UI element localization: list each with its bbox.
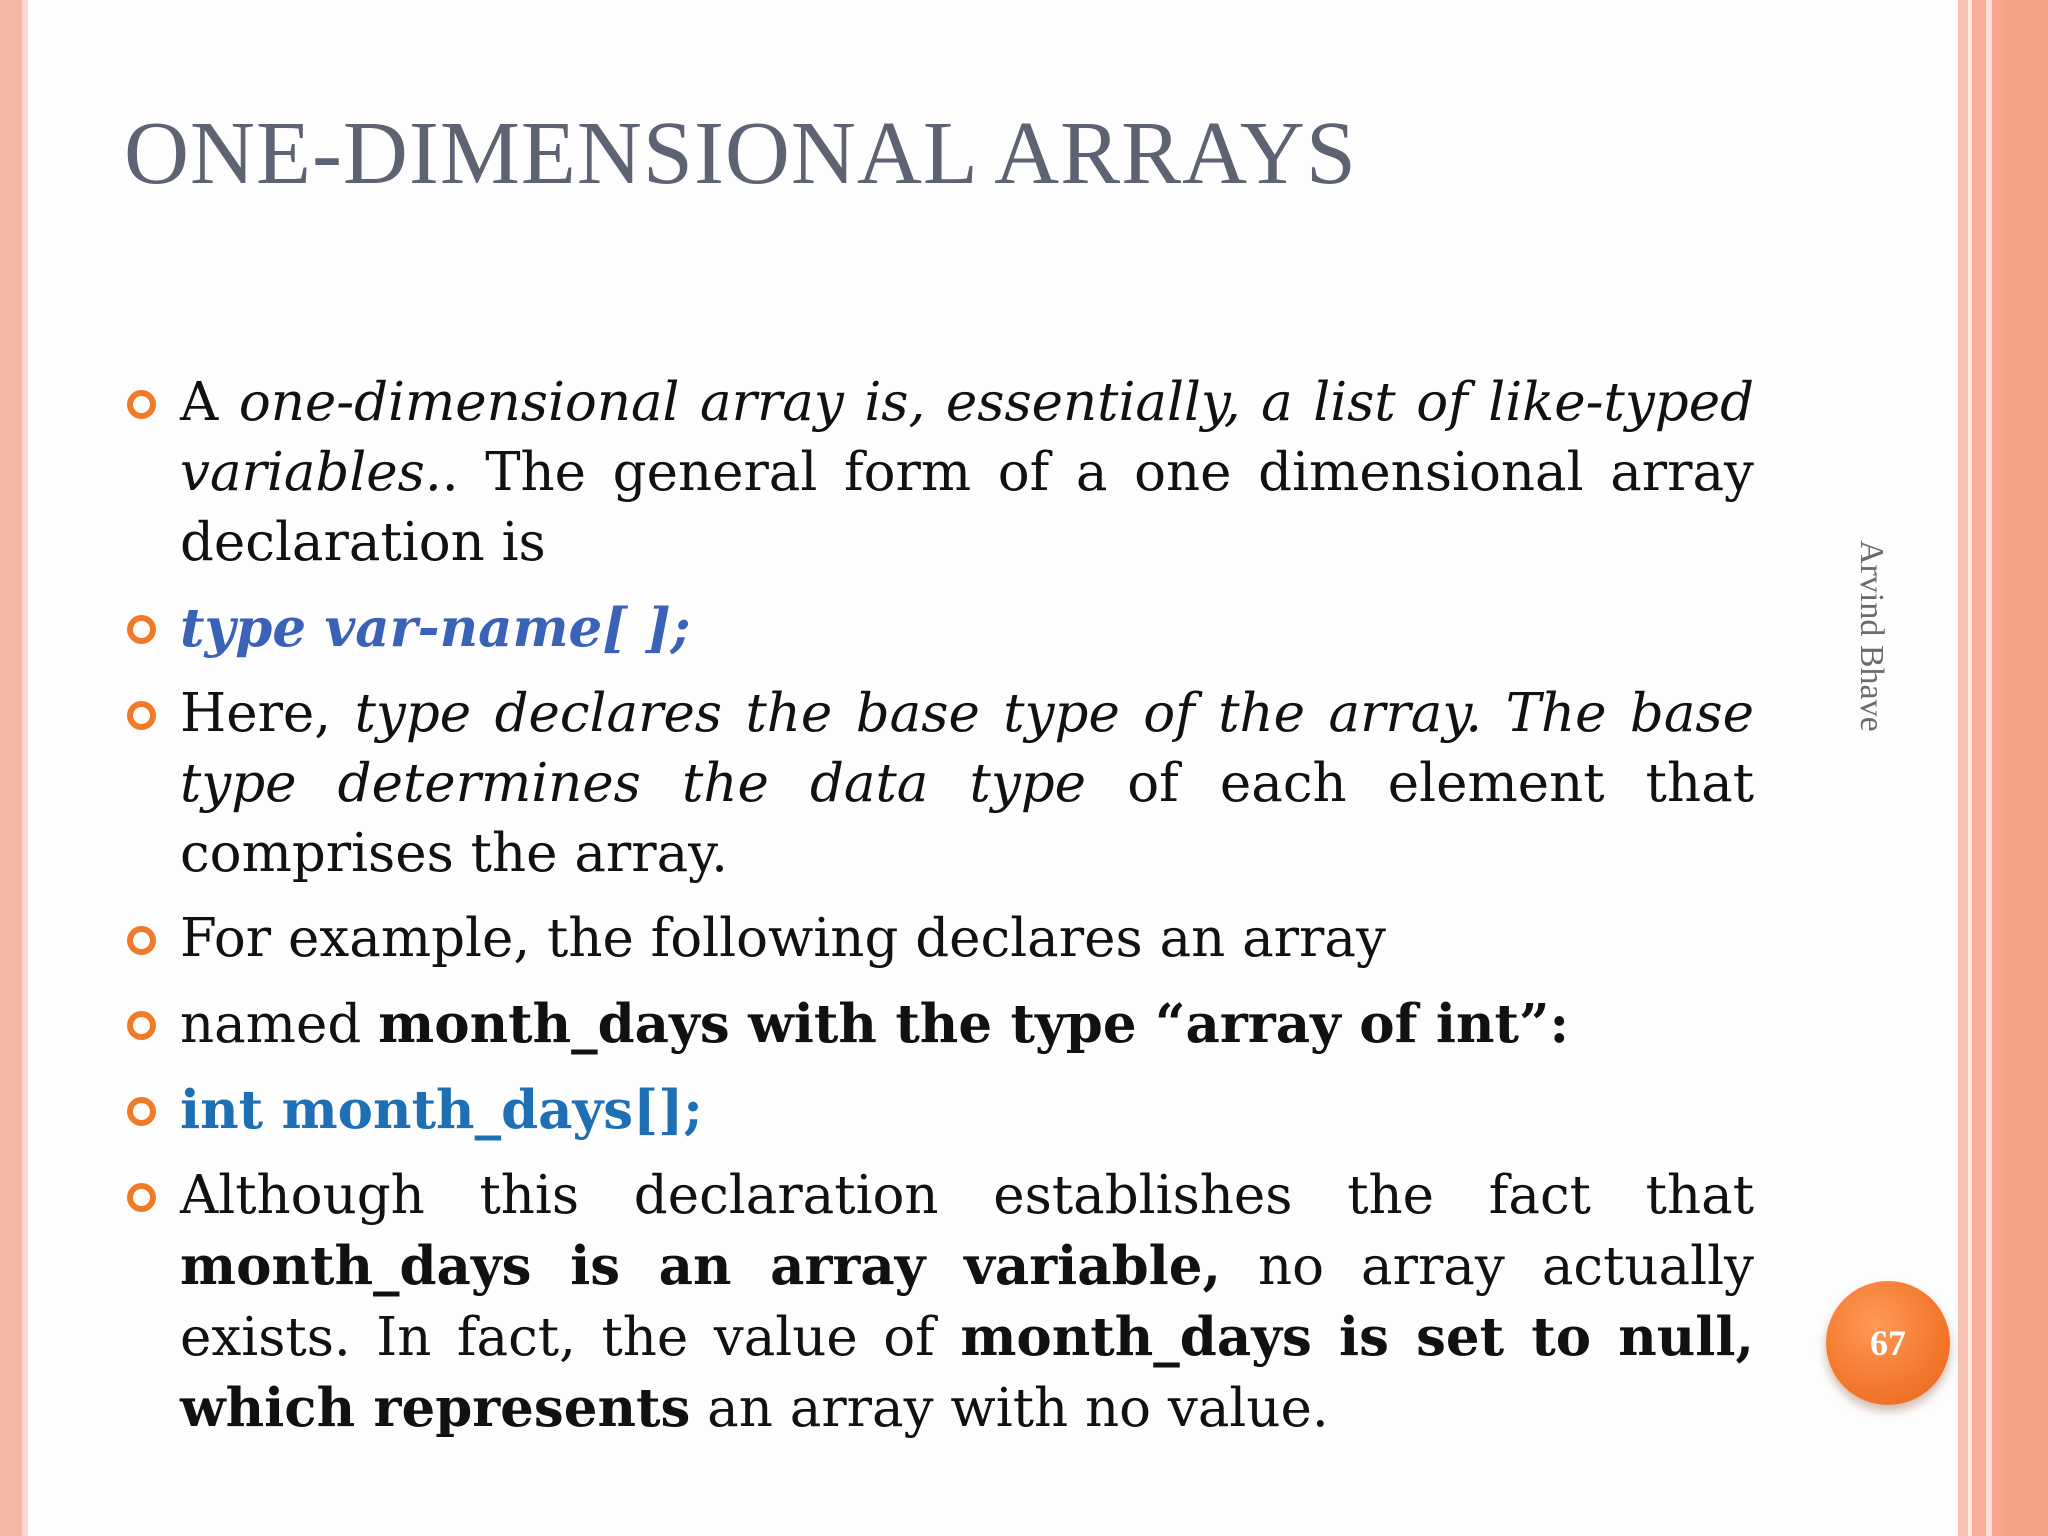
stripe [2004, 0, 2048, 1536]
bullet-item-5 [124, 989, 1754, 1060]
bullet-list [124, 368, 1754, 1459]
page-number-badge [1826, 1281, 1950, 1405]
code-example: int month_days[]; [180, 1079, 703, 1141]
left-accent-bar-inner [22, 0, 28, 1536]
bullet-1-text-c: . The general form of a one dimensional array declaration is [180, 442, 1754, 573]
bullet-ring-icon [127, 926, 156, 955]
author-name: Arvind Bhave [1853, 540, 1890, 732]
bullet-item-6 [124, 1075, 1754, 1146]
bullet-3-text-b: type declares the base type of the array. The base type determines the data type [180, 683, 1754, 814]
bullet-ring-icon [127, 615, 156, 644]
right-decorative-stripes [1958, 0, 2048, 1536]
bullet-ring-icon [127, 1097, 156, 1126]
bullet-item-4 [124, 904, 1754, 974]
bullet-1-text-a: A [180, 372, 239, 433]
left-accent-bar [0, 0, 22, 1536]
bullet-item-1 [124, 368, 1754, 578]
bullet-item-3 [124, 679, 1754, 889]
stripe [1972, 0, 1986, 1536]
bullet-5-text-b: month_days with the type “array of int”: [378, 993, 1570, 1055]
syntax-declaration: type var-name[ ]; [180, 597, 691, 659]
bullet-ring-icon [127, 1011, 156, 1040]
bullet-3-text-c: of each element that comprises the array. [180, 753, 1755, 884]
bullet-ring-icon [127, 1183, 156, 1212]
stripe [1958, 0, 1968, 1536]
bullet-5-text-a: named [180, 994, 379, 1055]
bullet-7-text-a: Although this declaration establishes the fact that [180, 1165, 1754, 1226]
bullet-item-7 [124, 1161, 1754, 1444]
bullet-ring-icon [127, 701, 156, 730]
bullet-3-text-a: Here, [180, 683, 355, 744]
bullet-7-text-d: month_days is set to null, which represents [180, 1306, 1754, 1439]
bullet-4-text: For example, the following declares an array [180, 908, 1386, 969]
bullet-7-text-c: no array actually exists. In fact, the value of [180, 1236, 1754, 1368]
bullet-item-2 [124, 593, 1754, 664]
bullet-7-text-b: month_days is an array variable, [180, 1235, 1221, 1297]
bullet-ring-icon [127, 390, 156, 419]
bullet-7-text-e: an array with no value. [690, 1378, 1329, 1439]
page-number: 67 [1870, 1323, 1906, 1363]
bullet-1-text-b: one-dimensional array is, essentially, a list of like-typed variables. [180, 372, 1755, 503]
slide-title: ONE-DIMENSIONAL ARRAYS [124, 104, 1357, 203]
stripe [1992, 0, 2004, 1536]
